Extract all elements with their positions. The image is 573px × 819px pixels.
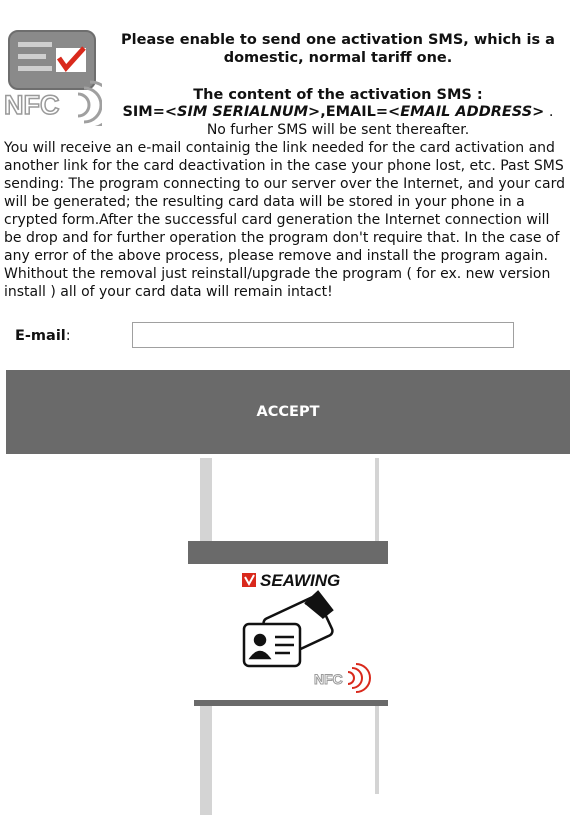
enable-sms-text: Please enable to send one activation SMS, which is a domestic, normal tariff one.	[121, 32, 555, 66]
svg-text:NFC: NFC	[4, 90, 60, 120]
accept-button[interactable]: ACCEPT	[6, 370, 570, 454]
product-illustration	[180, 458, 396, 815]
no-further-sms-text: No furher SMS will be sent thereafter.	[206, 122, 470, 138]
sim-serial-placeholder: <SIM SERIALNUM>	[164, 104, 321, 120]
sms-content-format: SIM=<SIM SERIALNUM>,EMAIL=<EMAIL ADDRESS> .	[122, 104, 554, 120]
email-address-placeholder: <EMAIL ADDRESS>	[388, 104, 545, 120]
nfc-card-icon	[4, 28, 102, 126]
sms-content-title: The content of the activation SMS :	[193, 87, 483, 103]
nfc-logo	[4, 28, 102, 126]
brand-name: SEAWING	[260, 571, 341, 590]
nfc-mark-text: NFC	[314, 671, 343, 687]
seawing-logo-icon	[242, 573, 256, 587]
info-paragraph: You will receive an e-mail containig the link needed for the card activation and another link for the card deactivation in the case your phone lost, etc. Past SMS sending: The program connecting to our server over the Internet, and your card will be generated; the resulting card data will be stored in your phone in a crypted form.After the successful card generation the Internet connection will be drop and for further operation the program don't require that. In the case of any error of the above process, please remove and install the program again. Whithout the removal just reinstall/upgrade the program ( for ex. new version install ) all of your card data will remain intact!	[4, 140, 565, 300]
email-label: E-mail:	[15, 328, 71, 344]
email-input[interactable]	[132, 322, 514, 348]
